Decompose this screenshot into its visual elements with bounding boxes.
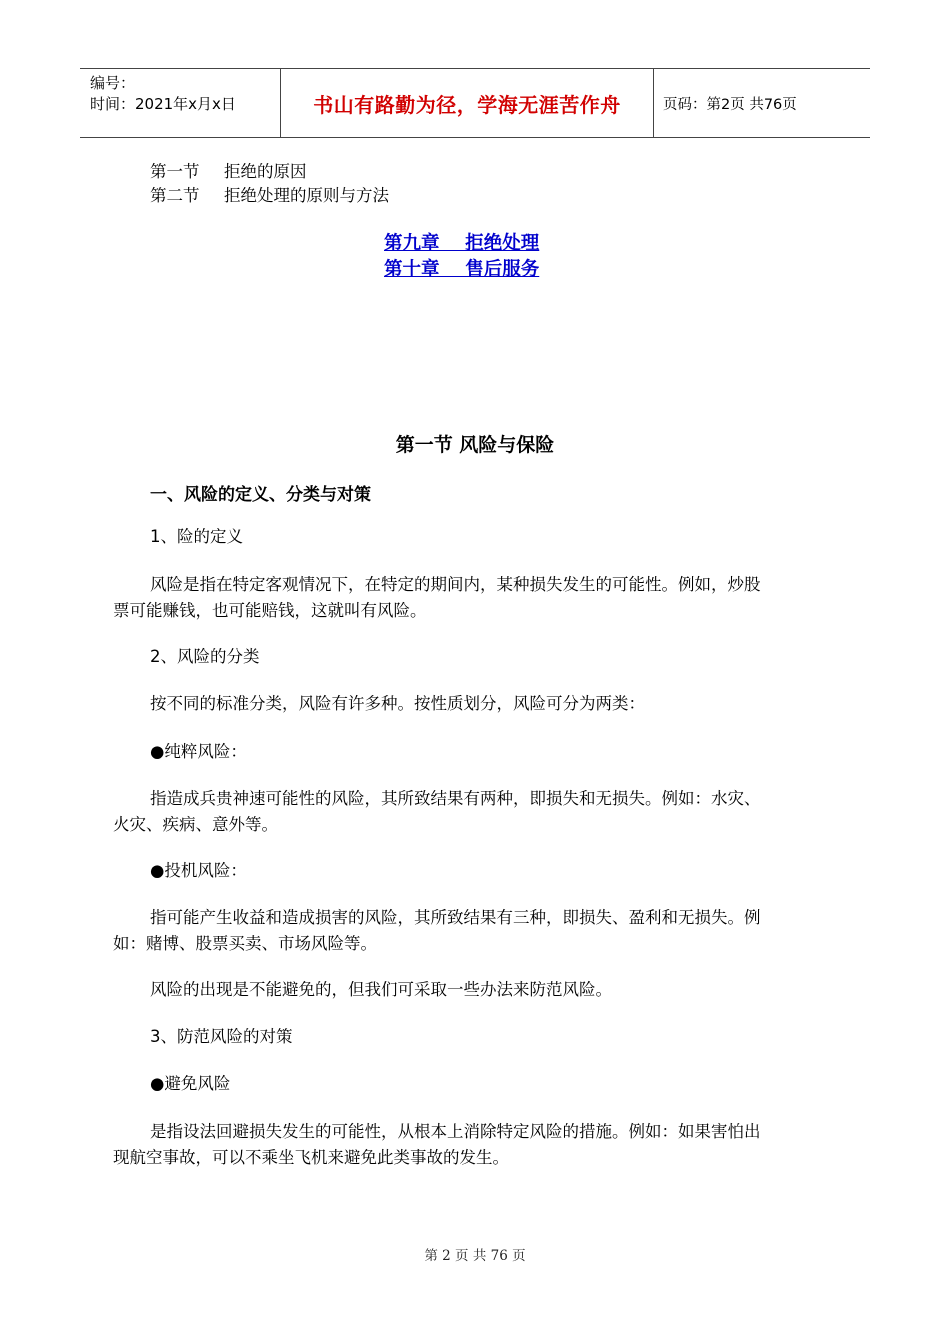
header-motto: 书山有路勤为径，学海无涯苦作舟 [281, 69, 654, 137]
paragraph-line: 现航空事故，可以不乘坐飞机来避免此类事故的发生。 [113, 1148, 509, 1167]
chapter-link-9[interactable]: 第九章 拒绝处理 [384, 233, 540, 254]
paragraph-line: 票可能赚钱，也可能赔钱，这就叫有风险。 [113, 601, 427, 620]
section-title: 第一节 风险与保险 [395, 434, 555, 456]
subheading: 2、风险的分类 [150, 647, 260, 666]
paragraph: 按不同的标准分类，风险有许多种。按性质划分，风险可分为两类： [150, 694, 645, 713]
paragraph-line: 风险是指在特定客观情况下，在特定的期间内，某种损失发生的可能性。例如，炒股 [150, 575, 761, 594]
bullet-item: ●避免风险 [150, 1074, 231, 1093]
paragraph-line: 指造成兵贵神速可能性的风险，其所致结果有两种，即损失和无损失。例如：水灾、 [150, 789, 761, 808]
paragraph [113, 572, 833, 624]
header-meta [80, 69, 281, 137]
chapter-link-10[interactable]: 第十章 售后服务 [384, 259, 540, 280]
toc-item-title: 拒绝处理的原则与方法 [224, 186, 389, 205]
bullet-item: ●投机风险： [150, 861, 247, 880]
page-footer: 第 2 页 共 76 页 [424, 1248, 526, 1264]
paragraph-line: 指可能产生收益和造成损害的风险，其所致结果有三种，即损失、盈利和无损失。例 [150, 908, 761, 927]
subheading: 3、防范风险的对策 [150, 1027, 293, 1046]
toc-item-title: 拒绝的原因 [224, 162, 307, 181]
paragraph-line: 如：赌博、股票买卖、市场风险等。 [113, 934, 377, 953]
toc-item-number: 第一节 [150, 162, 200, 181]
toc-item [150, 184, 389, 208]
paragraph [113, 786, 833, 838]
header-page-info: 页码：第2页 共76页 [663, 96, 797, 113]
heading-1: 一、风险的定义、分类与对策 [150, 485, 371, 505]
paragraph-line: 是指设法回避损失发生的可能性，从根本上消除特定风险的措施。例如：如果害怕出 [150, 1122, 761, 1141]
paragraph [113, 905, 833, 957]
toc-item [150, 160, 307, 184]
subheading: 1、险的定义 [150, 527, 243, 546]
paragraph [113, 1119, 833, 1171]
paragraph-line: 火灾、疾病、意外等。 [113, 815, 278, 834]
paragraph: 风险的出现是不能避免的，但我们可采取一些办法来防范风险。 [150, 980, 612, 999]
page-header [80, 68, 870, 138]
number-label: 编号： [90, 74, 136, 92]
toc-item-number: 第二节 [150, 186, 200, 205]
time-label: 时间：2021年x月x日 [90, 95, 236, 113]
bullet-item: ●纯粹风险： [150, 742, 247, 761]
